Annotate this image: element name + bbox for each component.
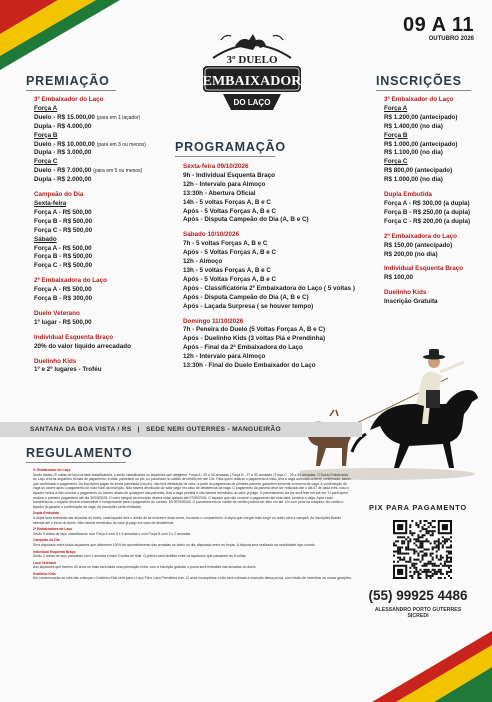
premio-line: Força A - R$ 500,00 [34,208,92,216]
schedule-item: 12h - Intervalo para Almoço [183,180,266,188]
pix-owner-name: ALESSANDRO PORTO GUTERRES [374,607,462,613]
divider [175,156,275,157]
premio-line: 1º e 2º lugares - Troféu [34,366,102,374]
regulamento-text [33,466,353,581]
event-date [403,14,474,42]
logo-horse-icon [235,34,266,50]
premio-line: Dupla - R$ 4.000,00 [34,122,92,130]
premio-line: Dupla - R$ 2.000,00 [34,176,92,184]
schedule-item: Após - 5 Voltas Forças A, B e C [183,207,277,215]
premio-line: Força B - R$ 500,00 [34,217,93,225]
day-label: Sexta-feira [34,199,67,207]
divider [26,90,116,91]
price-line: R$ 1.000,00 (no dia) [384,176,443,184]
schedule-item: 9h - Individual Esquenta Braço [183,171,276,179]
rule-body: A dupla será embutida nas armadas do duelo, cada laçador terá o direito de se inscrever duas vezes, trocando o companheiro. A dupla que chegar mais longe no duelo será a campeã. As inscrições ficarão abertas até o início do duelo. Não haverá reembolso do valor já pago em caso de desistência. [33,515,342,525]
schedule-item: 13:30h - Final do Duelo Embaixador do Laço [183,362,316,370]
premio-line: Dupla - R$ 3.000,00 [34,149,92,157]
location-banner [0,422,362,437]
pix-owner [351,607,485,620]
rule-heading: Duelinho Kids [33,571,56,576]
premiacao-list [34,96,164,375]
premio-line: Força A - R$ 500,00 [34,244,92,252]
pix-section [357,503,479,512]
forca-label: Força C [34,158,58,166]
inscricoes-title: INSCRIÇÕES [376,74,462,88]
day-label: Sábado [34,235,57,243]
inscricao-heading: Dupla Embutida [384,191,432,199]
schedule-item: Após - Duelinho Kids (3 voltas Piá e Prendinha) [183,335,326,343]
flag-stripes-bottom-right [372,627,492,702]
premio-line: Força C - R$ 500,00 [34,226,93,234]
pix-title: PIX PARA PAGAMENTO [369,503,467,512]
premiacao-title: PREMIAÇÃO [26,74,110,88]
horse-rider-illustration [300,338,490,480]
schedule-item: Após - Disputa Campeão do Dia (A, B e C) [183,293,309,301]
schedule-item: Após - 5 Voltas Forças A, B e C [183,249,277,257]
pix-bank: SICREDI [407,613,429,620]
schedule-item: 12h - Almoço [183,258,223,266]
forca-label: Força B [34,131,58,139]
day-heading: Domingo 11/10/2026 [183,317,244,325]
premio-line: 20% do valor líquido arrecadado [34,342,131,350]
schedule-item: Após - Disputa Campeão do Dia (A, B e C) [183,216,309,224]
rule-body: Serão 5 voltas de laço, classificando com Força A com 5 x 4 armadas e com Força B com 3 x 2 armadas. [33,531,192,536]
premio-line: 1º lugar - R$ 500,00 [34,318,92,326]
forca-label: Força A [384,104,408,112]
forca-label: Força A [34,104,58,112]
logo-edition: 3º DUELO [226,54,278,66]
inscricao-heading: Duelinho Kids [384,289,427,297]
schedule-item: Após - 5 Voltas Forças A, B e C [183,275,277,283]
schedule-item: 12h - Intervalo para Almoço [183,353,266,361]
schedule-item: 13:30h - Abertura Oficial [183,189,256,197]
rule-heading: Dupla Embutida [33,511,59,516]
rule-body: Será disputado entre todos laçadores que obtiverem 100% de aproveitamento das armadas do duelo no dia, disputado entre as forças. A disputa será realizada na modalidade laço corrido. [33,542,316,547]
schedule-item: Após - Classificatória 2º Embaixadora do Laço ( 5 voltas ) [183,284,356,292]
regulamento-title: REGULAMENTO [26,446,133,460]
schedule-item: 7h - 5 voltas Forças A, B e C [183,240,268,248]
rule-heading: 2ª Embaixadora do Laço [33,527,73,532]
rule-body: Serão 2 voltas de laço, passando com 1 armada e mais 3 voltas de final. O prêmio será dividido entre os laçadores que passarem as 5 voltas. [33,554,247,559]
price-line: R$ 1.100,00 (no dia) [384,149,443,157]
rule-heading: Laço Veterano [33,560,57,565]
day-heading: Sábado 10/10/2026 [183,231,240,239]
rule-body: Em comemoração ao mês das crianças o Duelinho Kids será para o Laço Piá e Laço Prendinha com 12 anos incompletos e não será cobrada a inscrição dessa prova, com intuito de incentivar as novas gerações. [33,576,352,581]
price-line: Força A - R$ 300,00 (a dupla) [384,199,470,207]
rule-body: Aos laçadores que tiverem 60 anos ou mais será dada uma premiação extra, com a inscrição gratuita, o prova será embutida nas armadas do duelo. [33,565,257,570]
premio-line: Força A - R$ 500,00 [34,286,92,294]
location-separator: | [137,426,140,433]
schedule-item: 13h - 5 voltas Forças A, B e C [183,266,271,274]
premio-line: Duelo - R$ 7.000,00 (para em 5 ou menos) [34,167,143,175]
premio-heading: 3º Embaixador do Laço [34,96,104,103]
premio-line: Força C - R$ 500,00 [34,262,93,270]
price-line: R$ 150,00 (antecipado) [384,241,453,249]
event-days: 09 A 11 [403,14,474,36]
schedule-item: Após - Laçada Surpresa ( se houver tempo) [183,302,314,310]
schedule-item: Após - Final da 2ª Embaixadora do Laço [183,344,303,352]
pix-qr-code[interactable] [393,520,452,579]
price-line: R$ 100,00 [384,274,414,282]
price-line: Força C - R$ 200,00 (a dupla) [384,217,471,225]
pix-phone: (55) 99925 4486 [368,588,468,603]
divider [376,90,471,91]
premio-line: Força B - R$ 500,00 [34,253,93,261]
premio-line: Força B - R$ 300,00 [34,295,93,303]
location-city: SANTANA DA BOA VISTA / RS [30,426,132,433]
premio-heading: 2º Embaixadora do Laço [34,277,107,285]
price-line: R$ 1.200,00 (antecipado) [384,113,458,121]
inscricao-heading: 2º Embaixadora do Laço [384,232,457,240]
rule-heading: 3º Embaixador do Laço [33,468,71,472]
price-line: R$ 1.000,00 (antecipado) [384,140,458,148]
flag-stripes-top-left [0,0,120,75]
day-heading: Sexta-feira 09/10/2026 [183,163,249,170]
forca-label: Força C [384,158,408,166]
premio-heading: Campeão do Dia [34,191,84,199]
schedule-item: 7h - Peneira do Duelo (5 Voltas Forças A, B e C) [183,326,326,334]
premio-heading: Duelo Veterano [34,309,80,317]
inscricoes-list [384,96,488,307]
price-line: R$ 800,00 (antecipado) [384,167,453,175]
rule-heading: Campeão do Dia [33,538,60,543]
event-month: OUTUBRO 2026 [428,36,474,42]
inscricao-heading: Individual Esquenta Braço [384,265,464,273]
rule-body: Serão dadas 10 voltas de laço na fase classificatória, o serão classificados os laçadores que atingirem: Força A - 29 a 30 armadas | Força B - 27 a 30 armadas | Força C - 25 a 30 armadas. O Duelo Embaixador do Laço terá as seguintes formas de pagamento: à vista, parcelado ou pix, no parcelado no cartão de crédito em até 10x. Para quem realizar o pagamento à vista, terá a vaga automaticamente confirmada, assim que confirmado o pagamento. As inscrições pagas de forma parcelada (via pix), não terá efetivação de valor, a partir do pagamento de primeira parcela, garantem somente a reserva da vaga. A confirmação da vaga só ocorre após o pagamento do valor total da inscrição. Não haverá devolução do valor pago em caso de desistência da vaga. O pagamento da parcela deve ser realizado até o dia 07 de cada mês, caso o laçador venha a não concluir o pagamento ou houver atraso de quaisquer das parcelas, terá a vaga perdida e não haverá reembolso do valor já pago. O parcelamento via pix será feito em até em 7x para quem realizar o primeiro pagamento até dia 30/03/2026. O valor integral da inscrição deverá estar quitado até 07/09/2026. O laçador que não concluir o pagamento até esta data, perderá a vaga. Após cada transferência, o laçador deverá encaminhar o comprovante para o pagamento do contato. 55 997958346. O parcelamento no cartão de crédito poderá ser feito em até 12x com juros da máquina. No cartão o laçador já garante a confirmação da vaga. As inscrições serão limitadas. [33,472,351,509]
price-line: R$ 1.400,00 (no dia) [384,122,443,130]
event-logo [193,24,311,116]
forca-label: Força B [384,131,408,139]
premio-heading: Individual Esquenta Braço [34,333,114,341]
inscricao-heading: 3º Embaixador do Laço [384,96,454,103]
divider [26,462,126,463]
schedule-item: 14h - 5 voltas Forças A, B e C [183,198,271,206]
price-line: Força B - R$ 250,00 (a dupla) [384,208,471,216]
rule-heading: Individual Esquenta Braço [33,549,76,554]
logo-sub: DO LAÇO [233,98,271,107]
programacao-title: PROGRAMAÇÃO [175,140,286,154]
premio-line: Duelo - R$ 10.000,00 (para em 3 ou menos) [34,140,146,148]
premio-heading: Duelinho Kids [34,357,77,365]
price-line: R$ 200,00 (no dia) [384,250,438,258]
location-venue: SEDE NERI GUTERRES - MANGUEIRÃO [145,426,281,433]
price-line: Inscrição Gratuita [384,298,438,306]
logo-name: EMBAIXADOR [202,74,302,89]
premio-line: Duelo - R$ 15.000,00 (para em 1 laçador) [34,113,141,121]
